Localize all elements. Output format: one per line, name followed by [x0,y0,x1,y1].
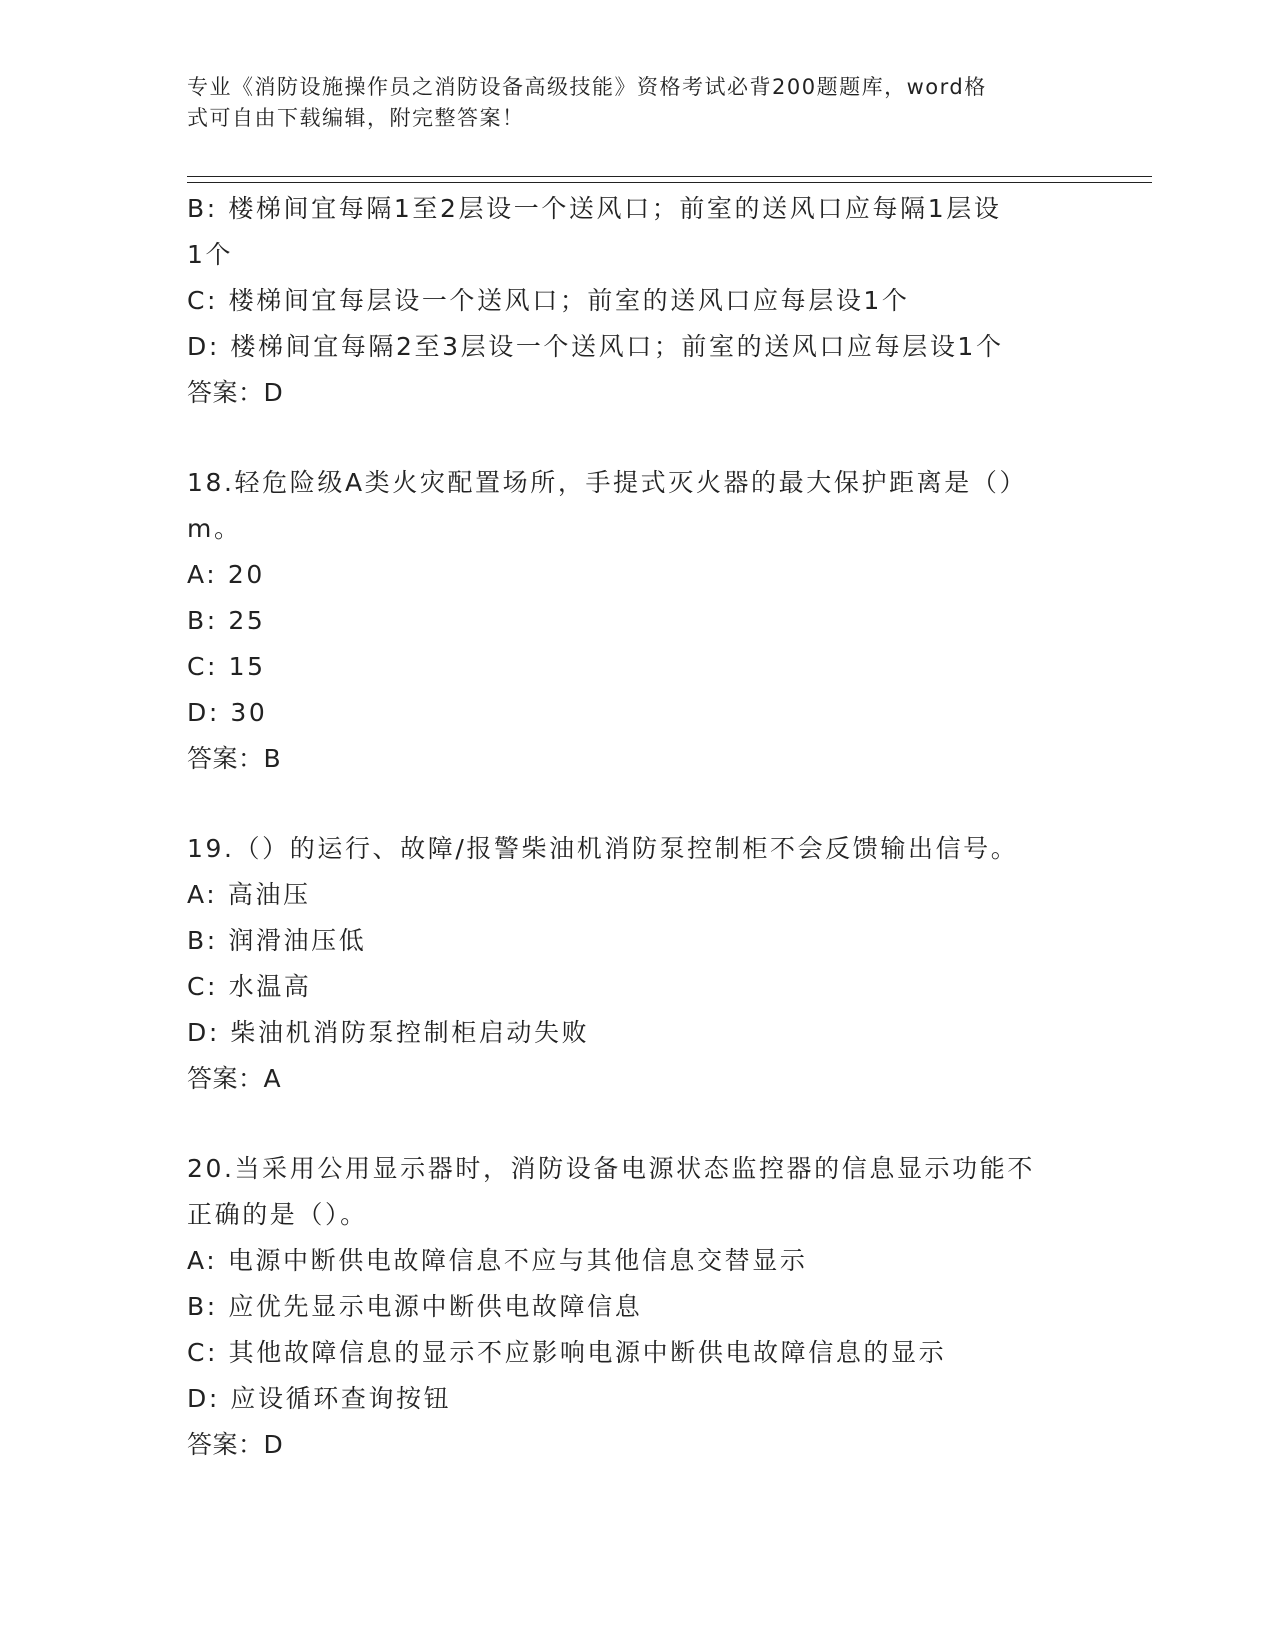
option-b: B: 楼梯间宜每隔1至2层设一个送风口；前室的送风口应每隔1层设 [187,194,1002,223]
answer: 答案：D [187,1430,284,1459]
option-a: A: 20 [187,560,265,589]
spacer [187,416,1087,460]
document-header [187,72,1087,134]
option-c: C: 水温高 [187,972,312,1001]
option-d: D: 30 [187,698,268,727]
question-stem: 19.（）的运行、故障/报警柴油机消防泵控制柜不会反馈输出信号。 [187,834,1019,863]
question-20 [187,1146,1087,1468]
option-c: C: 15 [187,652,266,681]
option-a: A: 高油压 [187,880,311,909]
option-d: D: 应设循环查询按钮 [187,1384,452,1413]
answer: 答案：D [187,378,284,407]
question-stem: 18.轻危险级A类火灾配置场所，手提式灭火器的最大保护距离是（） [187,468,1028,497]
header-line-1: 专业《消防设施操作员之消防设备高级技能》资格考试必背200题题库，word格 [187,75,987,99]
option-b-continued: 1个 [187,240,234,269]
question-stem: 20.当采用公用显示器时，消防设备电源状态监控器的信息显示功能不 [187,1154,1035,1183]
question-18 [187,460,1087,782]
header-line-2: 式可自由下载编辑，附完整答案！ [187,106,525,130]
answer: 答案：A [187,1064,282,1093]
answer: 答案：B [187,744,282,773]
option-c: C: 楼梯间宜每层设一个送风口；前室的送风口应每层设1个 [187,286,910,315]
option-d: D: 楼梯间宜每隔2至3层设一个送风口；前室的送风口应每层设1个 [187,332,1004,361]
header-divider-bottom [187,182,1152,183]
question-17-continued [187,186,1087,416]
header-divider-top [187,176,1152,177]
option-b: B: 润滑油压低 [187,926,367,955]
spacer [187,1102,1087,1146]
option-b: B: 应优先显示电源中断供电故障信息 [187,1292,643,1321]
question-stem-continued: m。 [187,514,242,543]
option-d: D: 柴油机消防泵控制柜启动失败 [187,1018,590,1047]
question-stem-continued: 正确的是（）。 [187,1200,368,1229]
option-a: A: 电源中断供电故障信息不应与其他信息交替显示 [187,1246,808,1275]
option-c: C: 其他故障信息的显示不应影响电源中断供电故障信息的显示 [187,1338,947,1367]
question-19 [187,826,1087,1102]
spacer [187,782,1087,826]
option-b: B: 25 [187,606,266,635]
question-list [187,186,1087,1468]
